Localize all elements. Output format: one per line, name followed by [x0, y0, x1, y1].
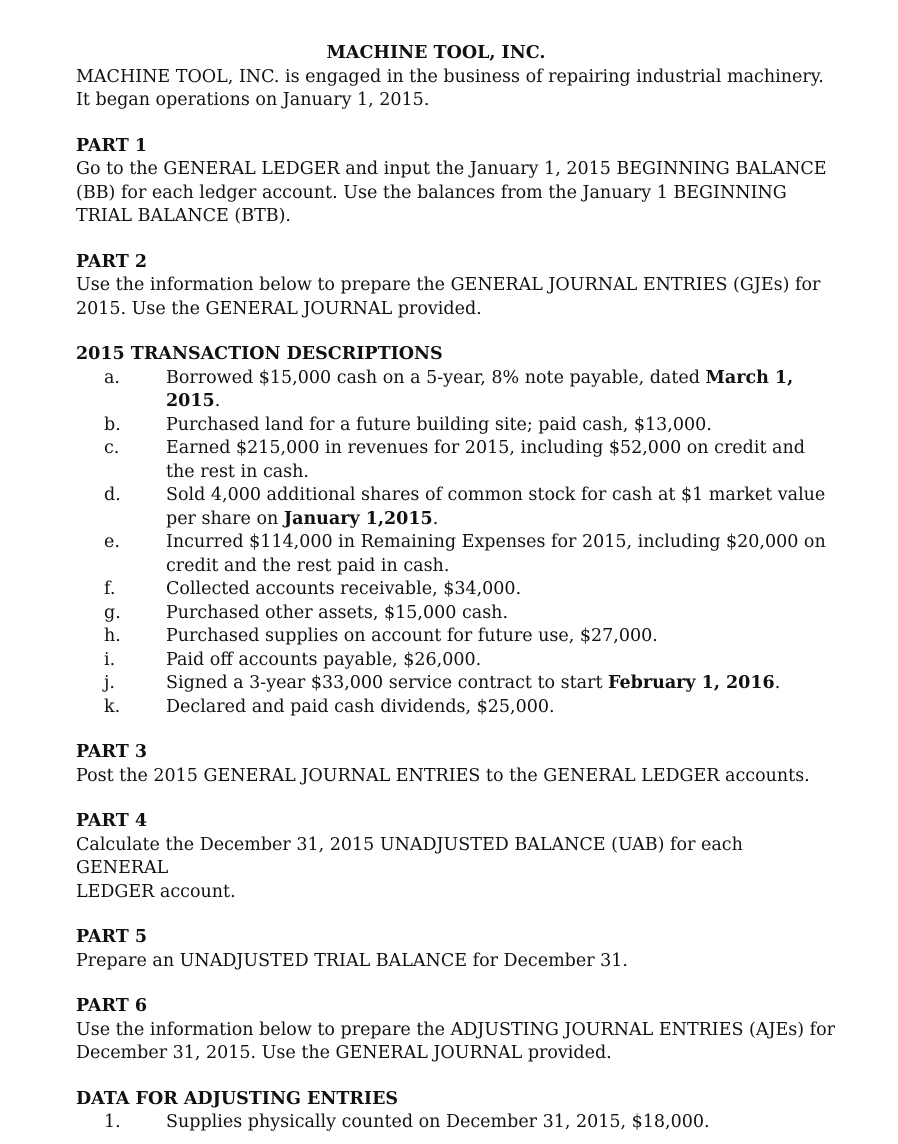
- transaction-letter: g.: [104, 602, 121, 623]
- transaction-text: Borrowed $15,000 cash on a 5-year, 8% note payable, dated March 1, 2015.: [166, 367, 794, 411]
- transactions-heading: 2015 TRANSACTION DESCRIPTIONS: [76, 344, 443, 364]
- transaction-text: Purchased other assets, $15,000 cash.: [166, 602, 509, 623]
- transaction-text: Collected accounts receivable, $34,000.: [166, 579, 522, 599]
- transaction-letter: i.: [104, 649, 116, 670]
- transaction-letter: f.: [104, 579, 116, 599]
- part-2: [76, 251, 836, 322]
- transaction-letter: d.: [104, 485, 121, 505]
- part-3: [76, 741, 836, 788]
- part-1-line-3: TRIAL BALANCE (BTB).: [76, 206, 291, 226]
- transaction-item: [76, 437, 836, 484]
- intro-line-2: It began operations on January 1, 2015.: [76, 90, 430, 110]
- part-1-heading: PART 1: [76, 135, 147, 156]
- transaction-item: [76, 578, 836, 602]
- transaction-text: Earned $215,000 in revenues for 2015, including $52,000 on credit and the rest in cash.: [166, 438, 805, 482]
- part-4-line-1: Calculate the December 31, 2015 UNADJUSTED BALANCE (UAB) for each GENERAL: [76, 834, 743, 878]
- document-page: [76, 42, 836, 1135]
- part-2-line-2: 2015. Use the GENERAL JOURNAL provided.: [76, 298, 482, 319]
- transaction-letter: a.: [104, 367, 120, 388]
- adjusting-list: [76, 1111, 836, 1135]
- transaction-item: [76, 484, 836, 531]
- part-6-line-2: December 31, 2015. Use the GENERAL JOURNAL provided.: [76, 1043, 612, 1063]
- transaction-text: Sold 4,000 additional shares of common stock for cash at $1 market value per share on January 1,2015.: [166, 485, 826, 529]
- part-4: [76, 810, 836, 904]
- transaction-text: Incurred $114,000 in Remaining Expenses for 2015, including $20,000 on credit and the rest paid in cash.: [166, 532, 826, 576]
- part-5-line-1: Prepare an UNADJUSTED TRIAL BALANCE for December 31.: [76, 950, 628, 971]
- transaction-item: [76, 414, 836, 438]
- part-2-heading: PART 2: [76, 251, 147, 272]
- intro: [76, 66, 836, 113]
- part-3-line-1: Post the 2015 GENERAL JOURNAL ENTRIES to the GENERAL LEDGER accounts.: [76, 765, 810, 786]
- transaction-item: [76, 602, 836, 626]
- transaction-text: Signed a 3-year $33,000 service contract to start February 1, 2016.: [166, 673, 781, 693]
- transaction-item: [76, 625, 836, 649]
- part-1-line-2: (BB) for each ledger account. Use the balances from the January 1 BEGINNING: [76, 182, 787, 203]
- adjusting-data: [76, 1088, 836, 1135]
- adjusting-number: 1.: [104, 1112, 121, 1132]
- part-6: [76, 995, 836, 1066]
- part-5: [76, 926, 836, 973]
- part-6-heading: PART 6: [76, 996, 147, 1016]
- transaction-letter: j.: [104, 673, 115, 693]
- document-title: MACHINE TOOL, INC.: [326, 43, 546, 63]
- transactions: [76, 343, 836, 719]
- part-2-line-1: Use the information below to prepare the GENERAL JOURNAL ENTRIES (GJEs) for: [76, 275, 821, 295]
- transaction-letter: c.: [104, 438, 120, 458]
- transaction-item: [76, 367, 836, 414]
- part-5-heading: PART 5: [76, 927, 147, 947]
- transaction-text: Purchased land for a future building site; paid cash, $13,000.: [166, 414, 712, 435]
- adjusting-text: Supplies physically counted on December 31, 2015, $18,000.: [166, 1112, 710, 1132]
- part-6-line-1: Use the information below to prepare the ADJUSTING JOURNAL ENTRIES (AJEs) for: [76, 1019, 836, 1040]
- transaction-item: [76, 672, 836, 696]
- transaction-item: [76, 649, 836, 673]
- adjusting-item: [76, 1111, 836, 1135]
- part-1: [76, 135, 836, 229]
- intro-line-1: MACHINE TOOL, INC. is engaged in the business of repairing industrial machinery.: [76, 66, 824, 87]
- transaction-letter: h.: [104, 626, 121, 646]
- transaction-text: Declared and paid cash dividends, $25,000.: [166, 696, 555, 717]
- part-1-line-1: Go to the GENERAL LEDGER and input the January 1, 2015 BEGINNING BALANCE: [76, 159, 827, 179]
- adjusting-heading: DATA FOR ADJUSTING ENTRIES: [76, 1088, 399, 1109]
- part-3-heading: PART 3: [76, 742, 147, 762]
- transaction-item: [76, 696, 836, 720]
- transaction-letter: b.: [104, 414, 121, 435]
- transaction-letter: e.: [104, 532, 120, 552]
- transaction-text: Paid off accounts payable, $26,000.: [166, 649, 482, 670]
- transactions-list: [76, 367, 836, 720]
- transaction-letter: k.: [104, 696, 121, 717]
- transaction-text: Purchased supplies on account for future use, $27,000.: [166, 626, 658, 646]
- part-4-line-2: LEDGER account.: [76, 881, 236, 902]
- transaction-item: [76, 531, 836, 578]
- part-4-heading: PART 4: [76, 811, 147, 831]
